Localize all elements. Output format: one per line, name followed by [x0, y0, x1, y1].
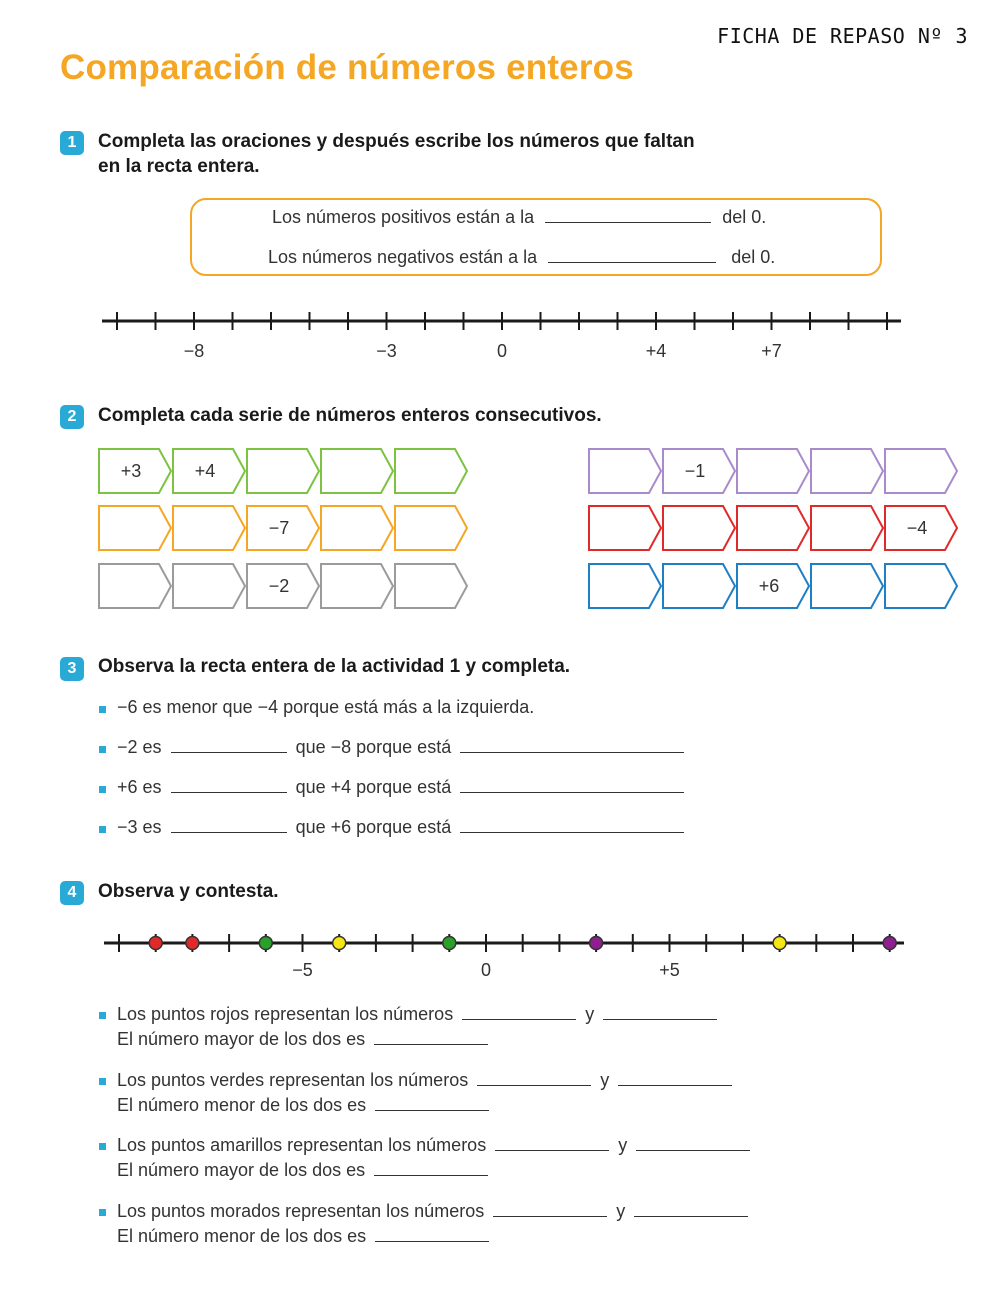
answer-blank[interactable]	[495, 1149, 609, 1151]
example-sentence: −6 es menor que −4 porque está más a la izquierda.	[117, 697, 535, 717]
section-3-instruction: Observa la recta entera de la actividad 1 y completa.	[98, 656, 571, 677]
answer-blank[interactable]	[460, 791, 684, 793]
sentence-positive	[272, 207, 766, 228]
comparison-start: −3 es	[117, 817, 162, 837]
series-cell[interactable]	[663, 564, 735, 608]
series-cell-arrow	[737, 449, 809, 493]
sentence-negative	[268, 247, 775, 268]
series-cell[interactable]	[811, 449, 883, 493]
number-point	[333, 937, 346, 950]
series-cell-arrow	[589, 506, 661, 550]
question-red	[117, 1002, 717, 1052]
series-cell-arrow	[321, 564, 393, 608]
section-4-instruction: Observa y contesta.	[98, 881, 279, 902]
question-red-follow: El número mayor de los dos es	[117, 1029, 366, 1049]
tick-label: 0	[480, 960, 492, 980]
comparison-row-1	[117, 735, 684, 760]
answer-blank[interactable]	[477, 1084, 591, 1086]
series-cell[interactable]	[247, 449, 319, 493]
series-cell[interactable]	[811, 564, 883, 608]
tick-label: −3	[376, 341, 397, 361]
series-cell[interactable]	[737, 564, 809, 608]
sentence-positive-start: Los números positivos están a la	[272, 207, 535, 227]
series-cell-arrow	[737, 506, 809, 550]
answer-blank[interactable]	[618, 1084, 732, 1086]
bullet	[99, 1078, 106, 1085]
series-cell[interactable]	[99, 506, 171, 550]
answer-blank[interactable]	[603, 1018, 717, 1020]
comparison-middle: que −8 porque está	[295, 737, 452, 757]
series-cell[interactable]	[395, 564, 467, 608]
conjunction: y	[585, 1004, 595, 1024]
series-cell[interactable]	[663, 449, 735, 493]
series-cell[interactable]	[395, 449, 467, 493]
series-cell[interactable]	[321, 564, 393, 608]
instruction-line-2: en la recta entera.	[98, 156, 260, 177]
series-cell[interactable]	[737, 506, 809, 550]
question-green-text: Los puntos verdes representan los números	[117, 1070, 469, 1090]
series-cell-arrow	[811, 506, 883, 550]
number-line-1	[0, 300, 1000, 340]
tick-label: −8	[183, 341, 205, 361]
tick-label: −5	[292, 960, 313, 980]
answer-blank[interactable]	[171, 831, 287, 833]
series-cell[interactable]	[737, 449, 809, 493]
question-purple-follow: El número menor de los dos es	[117, 1226, 367, 1246]
section-number-2: 2	[60, 405, 84, 429]
series-cell[interactable]	[173, 449, 245, 493]
comparison-middle: que +4 porque está	[295, 777, 452, 797]
series-cell-value: −7	[268, 518, 290, 538]
comparison-start: −2 es	[117, 737, 162, 757]
answer-blank[interactable]	[634, 1215, 748, 1217]
answer-blank-negative[interactable]	[548, 261, 716, 263]
series-cell-value: −4	[906, 518, 928, 538]
series-cell-arrow	[247, 449, 319, 493]
series-cell-arrow	[885, 564, 957, 608]
bullet	[99, 746, 106, 753]
comparison-row-3	[117, 815, 684, 840]
section-number-3: 3	[60, 657, 84, 681]
series-cell[interactable]	[589, 564, 661, 608]
worksheet-label: FICHA DE REPASO Nº 3	[717, 24, 968, 48]
question-yellow	[117, 1133, 750, 1183]
answer-blank[interactable]	[462, 1018, 576, 1020]
series-cell-arrow	[99, 564, 171, 608]
series-cell-arrow	[321, 506, 393, 550]
bullet	[99, 1209, 106, 1216]
bullet	[99, 706, 106, 713]
bullet	[99, 826, 106, 833]
series-cell[interactable]	[885, 506, 957, 550]
instruction-line-1: Completa las oraciones y después escribe los números que faltan	[98, 131, 695, 152]
tick-label: 0	[496, 341, 508, 361]
sentence-positive-end: del 0.	[722, 207, 767, 227]
series-cell-arrow	[663, 564, 735, 608]
answer-blank-positive[interactable]	[545, 221, 711, 223]
series-cell[interactable]	[811, 506, 883, 550]
series-cell-value: −1	[684, 461, 706, 481]
answer-blank[interactable]	[460, 831, 684, 833]
answer-blank[interactable]	[171, 751, 287, 753]
series-cell-value: +4	[194, 461, 216, 481]
series-cell-arrow	[811, 449, 883, 493]
number-point	[149, 937, 162, 950]
series-cell-arrow	[173, 564, 245, 608]
number-point	[443, 937, 456, 950]
series-cell[interactable]	[173, 564, 245, 608]
series-cell-arrow	[321, 449, 393, 493]
conjunction: y	[618, 1135, 628, 1155]
section-1-instruction	[98, 129, 695, 179]
series-cell[interactable]	[321, 506, 393, 550]
question-yellow-follow: El número mayor de los dos es	[117, 1160, 366, 1180]
answer-blank[interactable]	[460, 751, 684, 753]
series-cell-arrow	[589, 564, 661, 608]
series-cell[interactable]	[589, 506, 661, 550]
bullet	[99, 1012, 106, 1019]
answer-blank[interactable]	[375, 1109, 489, 1111]
series-cell[interactable]	[395, 506, 467, 550]
answer-blank[interactable]	[493, 1215, 607, 1217]
series-cell[interactable]	[589, 449, 661, 493]
series-cell-arrow	[395, 506, 467, 550]
series-cell-value: +6	[758, 576, 780, 596]
sentence-negative-start: Los números negativos están a la	[268, 247, 538, 267]
series-cell[interactable]	[663, 506, 735, 550]
question-green	[117, 1068, 732, 1118]
number-point	[186, 937, 199, 950]
conjunction: y	[616, 1201, 626, 1221]
question-purple-text: Los puntos morados representan los números	[117, 1201, 485, 1221]
number-point	[883, 937, 896, 950]
consecutive-series	[0, 440, 1000, 620]
series-cell[interactable]	[99, 449, 171, 493]
series-cell-arrow	[885, 449, 957, 493]
series-cell-arrow	[589, 449, 661, 493]
series-cell[interactable]	[885, 564, 957, 608]
section-number-1: 1	[60, 131, 84, 155]
comparison-row-2	[117, 775, 684, 800]
series-cell-arrow	[663, 506, 735, 550]
question-red-text: Los puntos rojos representan los números	[117, 1004, 454, 1024]
tick-label: +7	[761, 341, 782, 361]
number-line-2	[0, 925, 1000, 961]
series-cell-arrow	[173, 506, 245, 550]
series-cell-arrow	[99, 506, 171, 550]
series-cell[interactable]	[247, 564, 319, 608]
section-2-instruction: Completa cada serie de números enteros consecutivos.	[98, 405, 602, 426]
question-green-follow: El número menor de los dos es	[117, 1095, 367, 1115]
number-point	[773, 937, 786, 950]
answer-blank[interactable]	[636, 1149, 750, 1151]
series-cell-value: +3	[120, 461, 142, 481]
series-cell[interactable]	[247, 506, 319, 550]
number-point	[590, 937, 603, 950]
conjunction: y	[600, 1070, 610, 1090]
question-purple	[117, 1199, 748, 1249]
series-cell[interactable]	[885, 449, 957, 493]
tick-label: +5	[659, 960, 680, 980]
series-cell-arrow	[811, 564, 883, 608]
comparison-start: +6 es	[117, 777, 162, 797]
tick-label: +4	[645, 341, 667, 361]
bullet	[99, 1143, 106, 1150]
page-title: Comparación de números enteros	[60, 48, 634, 87]
answer-blank[interactable]	[374, 1043, 488, 1045]
question-yellow-text: Los puntos amarillos representan los números	[117, 1135, 487, 1155]
comparison-middle: que +6 porque está	[295, 817, 452, 837]
series-cell[interactable]	[321, 449, 393, 493]
answer-blank[interactable]	[375, 1240, 489, 1242]
section-number-4: 4	[60, 881, 84, 905]
series-cell-value: −2	[268, 576, 290, 596]
series-cell[interactable]	[173, 506, 245, 550]
answer-blank[interactable]	[171, 791, 287, 793]
series-cell-arrow	[395, 449, 467, 493]
bullet	[99, 786, 106, 793]
answer-blank[interactable]	[374, 1174, 488, 1176]
series-cell-arrow	[395, 564, 467, 608]
number-point	[259, 937, 272, 950]
series-cell[interactable]	[99, 564, 171, 608]
sentence-negative-end: del 0.	[731, 247, 776, 267]
